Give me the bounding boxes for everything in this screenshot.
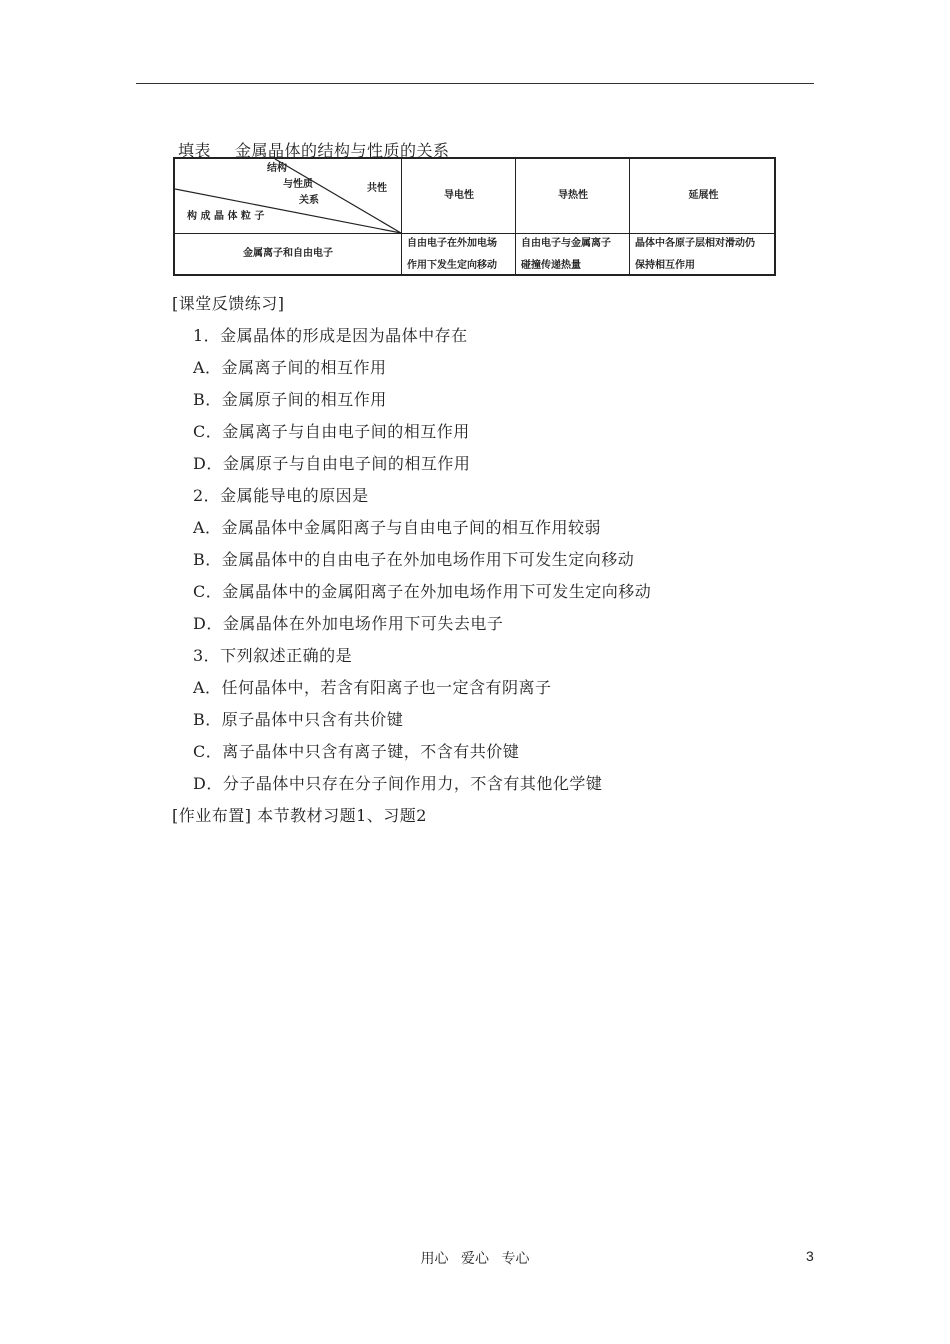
diag-property: 与性质 (283, 179, 313, 190)
footer-part: 用心 (420, 1251, 449, 1267)
diag-particles: 构 成 晶 体 粒 子 (187, 211, 265, 222)
caption-prefix: 填表 (178, 141, 212, 160)
col-divider (629, 159, 630, 274)
question-option: B．金属原子间的相互作用 (193, 390, 387, 409)
section-feedback-heading: [课堂反馈练习] (172, 294, 285, 313)
col-divider (515, 159, 516, 274)
footer-part: 专心 (501, 1251, 530, 1267)
col-divider (401, 159, 402, 274)
question-option: A．金属离子间的相互作用 (193, 358, 387, 377)
homework-line: [作业布置] 本节教材习题1、习题2 (172, 806, 427, 825)
question-option: D．金属原子与自由电子间的相互作用 (193, 454, 471, 473)
question-option: C．金属晶体中的金属阳离子在外加电场作用下可发生定向移动 (193, 582, 652, 601)
question-option: B．金属晶体中的自由电子在外加电场作用下可发生定向移动 (193, 550, 635, 569)
question-option: D．分子晶体中只存在分子间作用力，不含有其他化学键 (193, 774, 603, 793)
question-stem: 1．金属晶体的形成是因为晶体中存在 (193, 326, 468, 345)
cell-thermal-line2: 碰撞传递热量 (521, 260, 581, 271)
header-ductility: 延展性 (688, 190, 719, 201)
row-particles: 金属离子和自由电子 (243, 248, 333, 259)
question-option: B．原子晶体中只含有共价键 (193, 710, 404, 729)
header-conductivity: 导电性 (444, 190, 474, 201)
footer-part: 爱心 (461, 1251, 489, 1267)
cell-ductility-line2: 保持相互作用 (635, 260, 695, 271)
diag-structure: 结构 (267, 163, 287, 174)
cell-conductivity-line2: 作用下发生定向移动 (407, 260, 497, 271)
question-option: D．金属晶体在外加电场作用下可失去电子 (193, 614, 504, 633)
question-stem: 2．金属能导电的原因是 (193, 486, 369, 505)
page-number: 3 (806, 1248, 814, 1264)
structure-property-table (173, 157, 776, 276)
cell-ductility-line1: 晶体中各原子层相对滑动仍 (635, 238, 755, 249)
question-option: C．金属离子与自由电子间的相互作用 (193, 422, 470, 441)
question-option: C．离子晶体中只含有离子键，不含有共价键 (193, 742, 520, 761)
question-stem: 3．下列叙述正确的是 (193, 646, 353, 665)
header-thermal: 导热性 (558, 190, 588, 201)
cell-thermal-line1: 自由电子与金属离子 (521, 238, 611, 249)
header-rule (136, 83, 814, 84)
question-option: A．金属晶体中金属阳离子与自由电子间的相互作用较弱 (193, 518, 602, 537)
caption-title: 金属晶体的结构与性质的关系 (235, 141, 450, 160)
diag-relation: 关系 (299, 195, 319, 206)
question-option: A．任何晶体中，若含有阳离子也一定含有阴离子 (193, 678, 552, 697)
diag-common: 共性 (367, 183, 387, 194)
cell-conductivity-line1: 自由电子在外加电场 (407, 238, 497, 249)
diagonal-lines (175, 159, 403, 235)
